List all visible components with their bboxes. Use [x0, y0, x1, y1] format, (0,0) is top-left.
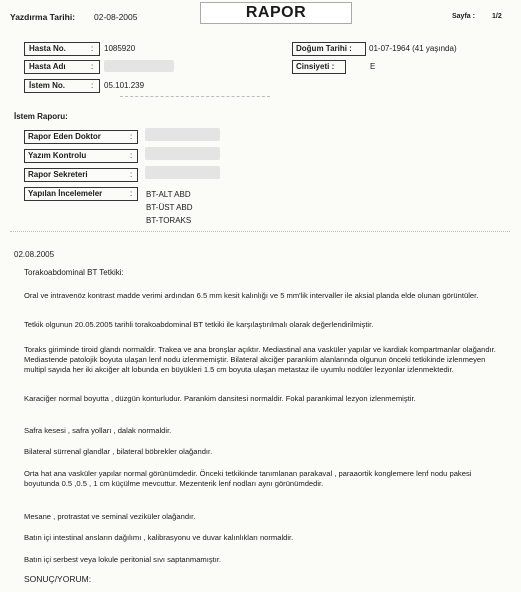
- print-date-value: 02-08-2005: [94, 12, 138, 22]
- request-report-heading: İstem Raporu:: [14, 112, 68, 121]
- report-paragraph: Bilateral sürrenal glandlar , bilateral böbrekler olağandır.: [24, 447, 213, 456]
- exam-item: BT-ÜST ABD: [146, 203, 193, 212]
- gender-value: E: [370, 62, 376, 71]
- page-number: 1/2: [492, 13, 502, 20]
- report-paragraph: Mesane , protrastat ve seminal veziküler olağandır.: [24, 512, 196, 521]
- report-paragraph: Batın içi serbest veya lokule peritonial sıvı saptanmamıştır.: [24, 555, 222, 564]
- divider: [120, 96, 270, 97]
- exam-item: BT-ALT ABD: [146, 190, 191, 199]
- birth-date-label: Doğum Tarihi :: [296, 44, 352, 53]
- patient-no-colon: :: [91, 44, 94, 53]
- section-divider: [10, 231, 510, 232]
- patient-name-label: Hasta Adı: [29, 62, 66, 71]
- print-date-label: Yazdırma Tarihi:: [10, 12, 76, 22]
- report-paragraph: Toraks giriminde tiroid glandı normaldir. Trakea ve ana bronşlar açıktır. Mediastinal ana vasküler yapılar ve kardiak kompartmanlar olağandır. Mediastende patolojik boyuta ulaşan lenf nodu izlenmemiştir. Bilateral akciğer parankim alanlarında olgunun önceki tetkikinde izlenmeyen multipl sayıda her iki akciğer alt lobunda en büyükleri 1.5 cm boyuta ulaşan metastaz ile uyumlu nodüler lezyonlar izlenmektedir.: [24, 345, 496, 374]
- report-paragraph: Safra kesesi , safra yolları , dalak normaldir.: [24, 426, 172, 435]
- exams-colon: :: [130, 189, 133, 198]
- page-label: Sayfa :: [452, 13, 475, 20]
- exams-label: Yapılan İncelemeler: [28, 189, 103, 198]
- request-no-value: 05.101.239: [104, 81, 145, 90]
- doctor-colon: :: [130, 132, 133, 141]
- patient-name-colon: :: [91, 62, 94, 71]
- secretary-colon: :: [130, 170, 133, 179]
- report-date: 02.08.2005: [14, 250, 55, 259]
- exam-item: BT-TORAKS: [146, 216, 192, 225]
- request-no-colon: :: [91, 81, 94, 90]
- patient-name-redacted: [104, 60, 174, 72]
- secretary-label: Rapor Sekreteri: [28, 170, 88, 179]
- report-paragraph: Oral ve intravenöz kontrast madde verimi ardından 6.5 mm kesit kalınlığı ve 5 mm'lik intervaller ile aksial planda elde olunan görüntüler.: [24, 291, 479, 300]
- report-paragraph: Batın içi intestinal ansların dağılımı , kalibrasyonu ve duvar kalınlıkları normaldir.: [24, 533, 294, 542]
- birth-date-value: 01-07-1964 (41 yaşında): [369, 44, 457, 53]
- doctor-label: Rapor Eden Doktor: [28, 132, 101, 141]
- control-name-redacted: [145, 147, 220, 160]
- report-title: RAPOR: [200, 2, 352, 24]
- conclusion-label: SONUÇ/YORUM:: [24, 574, 92, 584]
- control-label: Yazım Kontrolu: [28, 151, 87, 160]
- report-paragraph: Karaciğer normal boyutta , düzgün konturludur. Parankim dansitesi normaldir. Fokal parankimal lezyon izlenmemiştir.: [24, 394, 416, 403]
- secretary-name-redacted: [145, 166, 220, 179]
- patient-no-value: 1085920: [104, 44, 136, 53]
- report-paragraph: Orta hat ana vasküler yapılar normal görünümdedir. Önceki tetkikinde tanımlanan parakaval , paraaortik konglemere lenf nodu pakesi boyutunda 0.5 ,0.5 , 1 cm küçülme mevcuttur. Mezenterik lenf nodları aynı görünümdedir.: [24, 469, 472, 488]
- report-paragraph: Tetkik olgunun 20.05.2005 tarihli torakoabdominal BT tetkiki ile karşılaştırılmalı olarak değerlendirilmiştir.: [24, 320, 374, 329]
- control-colon: :: [130, 151, 133, 160]
- request-no-label: İstem No.: [29, 81, 66, 90]
- gender-label: Cinsiyeti :: [296, 62, 335, 71]
- patient-no-label: Hasta No.: [29, 44, 66, 53]
- doctor-name-redacted: [145, 128, 220, 141]
- report-heading: Torakoabdominal BT Tetkiki:: [24, 268, 124, 277]
